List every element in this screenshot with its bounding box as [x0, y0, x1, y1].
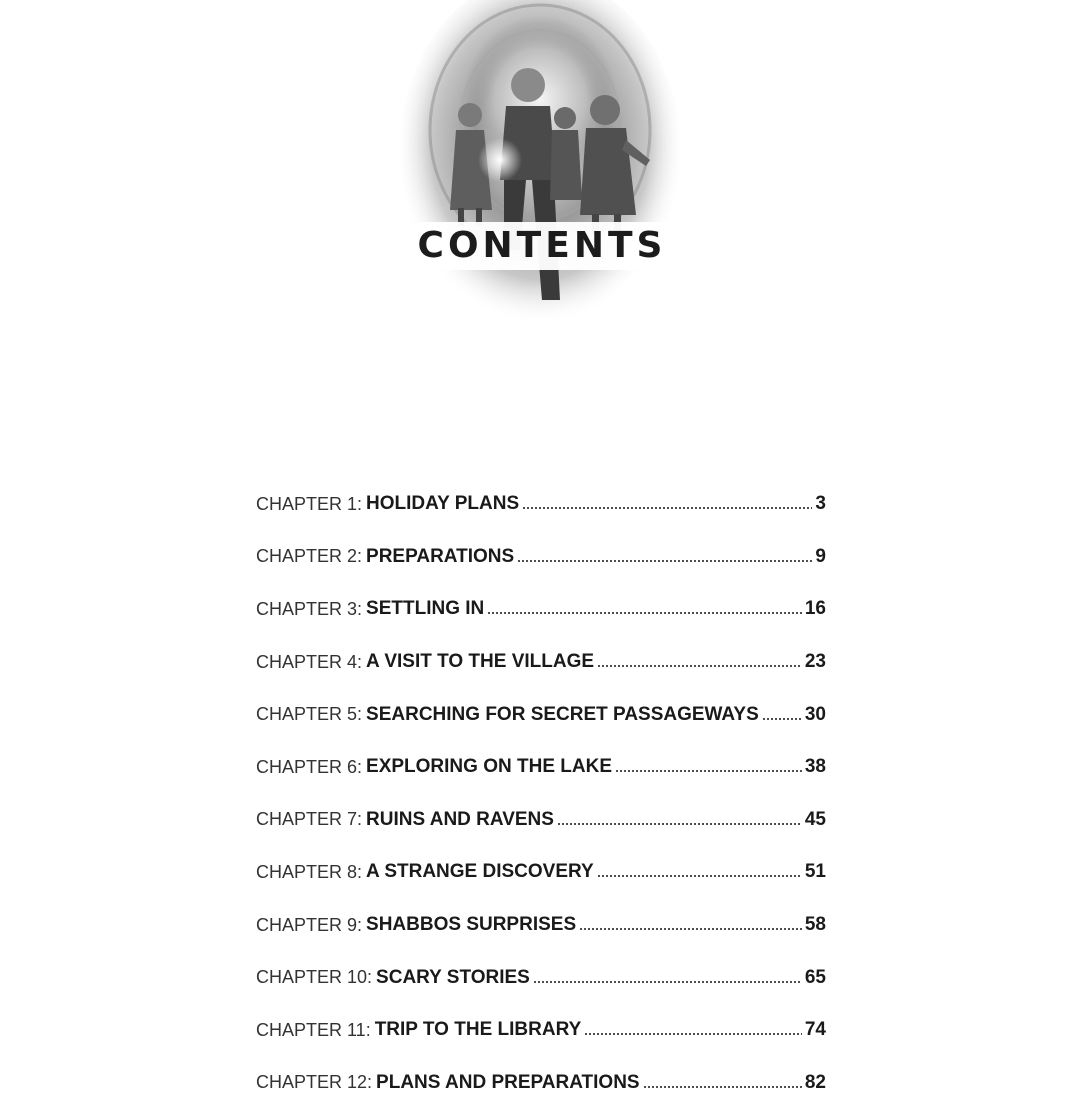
- dot-leader: [517, 560, 812, 562]
- toc-entry[interactable]: [256, 688, 826, 741]
- dot-leader: [615, 770, 802, 772]
- page-number: 3: [815, 493, 826, 515]
- dot-leader: [762, 718, 802, 720]
- dot-leader: [533, 981, 802, 983]
- toc-entry[interactable]: [256, 583, 826, 636]
- toc-entry[interactable]: [256, 899, 826, 952]
- chapter-title: SCARY STORIES: [376, 966, 530, 988]
- chapter-number: CHAPTER 10:: [256, 967, 373, 988]
- chapter-title: HOLIDAY PLANS: [366, 493, 520, 515]
- toc-entry[interactable]: [256, 531, 826, 584]
- chapter-number: CHAPTER 5:: [256, 704, 363, 725]
- toc-entry[interactable]: [256, 951, 826, 1004]
- dot-leader: [597, 665, 802, 667]
- chapter-title: PLANS AND PREPARATIONS: [376, 1071, 640, 1093]
- toc-entry[interactable]: [256, 1004, 826, 1057]
- chapter-title: TRIP TO THE LIBRARY: [374, 1019, 582, 1041]
- page-number: 23: [804, 651, 826, 673]
- dot-leader: [487, 612, 802, 614]
- dot-leader: [579, 928, 802, 930]
- chapter-number: CHAPTER 8:: [256, 861, 363, 882]
- chapter-title: SETTLING IN: [366, 598, 485, 620]
- page-number: 65: [804, 966, 826, 988]
- chapter-title: SEARCHING FOR SECRET PASSAGEWAYS: [366, 703, 759, 725]
- chapter-number: CHAPTER 6:: [256, 756, 363, 777]
- table-of-contents: [256, 478, 826, 1109]
- chapter-number: CHAPTER 2:: [256, 546, 363, 567]
- dot-leader: [522, 507, 812, 509]
- chapter-title: PREPARATIONS: [366, 545, 515, 567]
- chapter-number: CHAPTER 9:: [256, 914, 363, 935]
- dot-leader: [643, 1086, 802, 1088]
- dot-leader: [597, 875, 802, 877]
- page-number: 58: [804, 914, 826, 936]
- toc-entry[interactable]: [256, 846, 826, 899]
- tunnel-illustration: [400, 0, 680, 330]
- chapter-number: CHAPTER 1:: [256, 493, 363, 514]
- page-number: 74: [804, 1019, 826, 1041]
- chapter-number: CHAPTER 3:: [256, 598, 363, 619]
- toc-entry[interactable]: [256, 1057, 826, 1109]
- toc-entry[interactable]: [256, 636, 826, 689]
- chapter-number: CHAPTER 12:: [256, 1072, 373, 1093]
- toc-entry[interactable]: [256, 478, 826, 531]
- chapter-number: CHAPTER 11:: [256, 1019, 371, 1040]
- chapter-title: A STRANGE DISCOVERY: [366, 861, 594, 883]
- chapter-title: EXPLORING ON THE LAKE: [366, 756, 612, 778]
- heading-plate: [414, 222, 670, 270]
- chapter-number: CHAPTER 4:: [256, 651, 363, 672]
- page-number: 51: [804, 861, 826, 883]
- dot-leader: [584, 1033, 802, 1035]
- page-number: 16: [804, 598, 826, 620]
- page-title: CONTENTS: [417, 225, 667, 266]
- page-number: 30: [804, 703, 826, 725]
- chapter-title: A VISIT TO THE VILLAGE: [366, 651, 595, 673]
- chapter-number: CHAPTER 7:: [256, 809, 363, 830]
- chapter-title: SHABBOS SURPRISES: [366, 914, 577, 936]
- chapter-title: RUINS AND RAVENS: [366, 808, 554, 830]
- page-number: 38: [804, 756, 826, 778]
- page-number: 82: [804, 1071, 826, 1093]
- page-number: 45: [804, 808, 826, 830]
- toc-entry[interactable]: [256, 741, 826, 794]
- page-number: 9: [815, 545, 826, 567]
- dot-leader: [557, 823, 802, 825]
- toc-entry[interactable]: [256, 794, 826, 847]
